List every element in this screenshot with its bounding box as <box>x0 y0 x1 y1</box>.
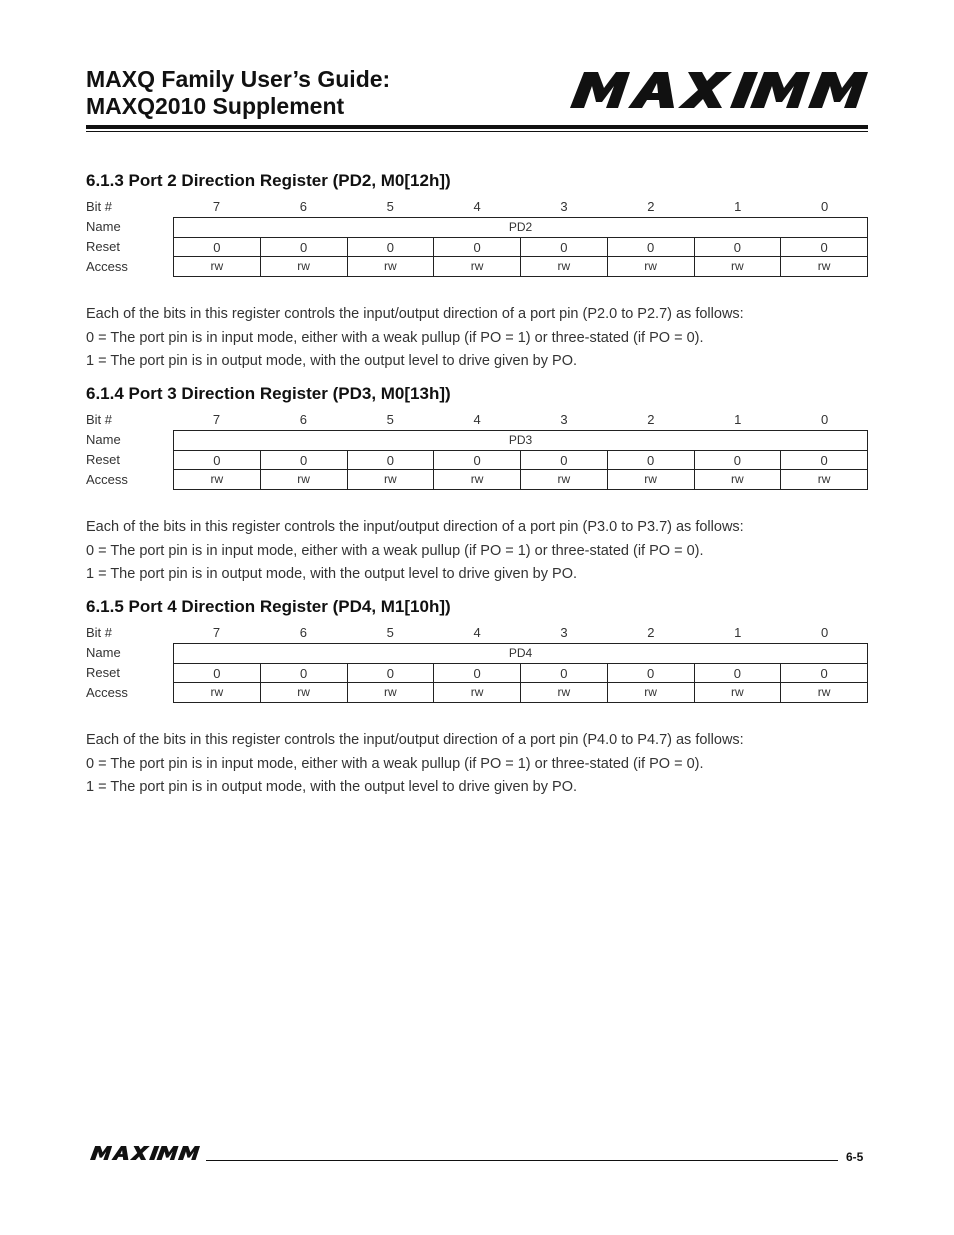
access-cell: rw <box>261 470 348 490</box>
reset-cell: 0 <box>348 238 435 257</box>
access-cell: rw <box>434 470 521 490</box>
row-label-bit: Bit # <box>86 412 113 427</box>
row-label-bit: Bit # <box>86 199 113 214</box>
description-paragraph: 0 = The port pin is in input mode, either with a weak pullup (if PO = 1) or three-stated (if PO = 0). <box>86 329 704 346</box>
description-paragraph: Each of the bits in this register controls the input/output direction of a port pin (P3.0 to P3.7) as follows: <box>86 519 744 535</box>
access-cell: rw <box>521 470 608 490</box>
section-heading: 6.1.4 Port 3 Direction Register (PD3, M0[13h]) <box>86 384 451 403</box>
bit-number: 4 <box>473 199 481 214</box>
header-rule-thin <box>86 131 868 132</box>
row-label-reset: Reset <box>86 452 120 467</box>
reset-row <box>173 450 868 470</box>
section-heading: 6.1.3 Port 2 Direction Register (PD2, M0[12h]) <box>86 171 451 190</box>
document-title-line2: MAXQ2010 Supplement <box>86 93 345 119</box>
register-name-cell: PD2 <box>173 217 868 238</box>
reset-cell: 0 <box>608 664 695 683</box>
document-title-line1: MAXQ Family User’s Guide: <box>86 66 391 92</box>
access-cell: rw <box>781 470 868 490</box>
description-paragraph: Each of the bits in this register controls the input/output direction of a port pin (P2.0 to P2.7) as follows: <box>86 306 744 322</box>
row-label-access: Access <box>86 472 128 487</box>
reset-cell: 0 <box>261 238 348 257</box>
access-cell: rw <box>348 470 435 490</box>
page-number: 6-5 <box>846 1150 864 1164</box>
access-cell: rw <box>174 683 261 703</box>
access-cell: rw <box>608 470 695 490</box>
description-paragraph: 1 = The port pin is in output mode, with the output level to drive given by PO. <box>86 353 578 369</box>
access-cell: rw <box>521 683 608 703</box>
register-table <box>86 410 868 490</box>
section-heading: 6.1.5 Port 4 Direction Register (PD4, M1[10h]) <box>86 597 451 616</box>
reset-cell: 0 <box>521 451 608 470</box>
register-name-cell: PD3 <box>173 430 868 451</box>
row-label-bit: Bit # <box>86 625 113 640</box>
reset-cell: 0 <box>521 664 608 683</box>
bit-number: 0 <box>820 199 829 214</box>
bit-number: 4 <box>473 625 481 640</box>
bit-number: 1 <box>734 625 742 640</box>
reset-cell: 0 <box>174 664 261 683</box>
bit-number: 3 <box>560 199 568 214</box>
access-cell: rw <box>695 257 782 277</box>
access-cell: rw <box>608 257 695 277</box>
bit-number: 2 <box>647 412 655 427</box>
document-title <box>86 66 390 120</box>
description-paragraph: 1 = The port pin is in output mode, with the output level to drive given by PO. <box>86 779 578 795</box>
bit-number: 0 <box>820 412 829 427</box>
reset-cell: 0 <box>608 451 695 470</box>
description <box>86 729 868 800</box>
row-label-reset: Reset <box>86 239 120 254</box>
access-cell: rw <box>695 470 782 490</box>
access-cell: rw <box>348 257 435 277</box>
bit-number: 5 <box>386 199 394 214</box>
section-pd3 <box>86 383 868 587</box>
bit-number: 5 <box>386 625 394 640</box>
description-paragraph: 1 = The port pin is in output mode, with the output level to drive given by PO. <box>86 566 578 582</box>
register-name-cell: PD4 <box>173 643 868 664</box>
reset-cell: 0 <box>174 451 261 470</box>
bit-number: 6 <box>299 199 307 214</box>
bit-number: 6 <box>299 412 307 427</box>
description <box>86 516 868 587</box>
bit-number: 3 <box>560 625 568 640</box>
section-pd2 <box>86 170 868 374</box>
reset-cell: 0 <box>348 664 435 683</box>
reset-cell: 0 <box>348 451 435 470</box>
access-cell: rw <box>174 470 261 490</box>
bit-number: 7 <box>212 412 221 427</box>
reset-cell: 0 <box>781 238 868 257</box>
access-cell: rw <box>521 257 608 277</box>
bit-number: 3 <box>560 412 568 427</box>
reset-row <box>173 237 868 257</box>
bit-number: 4 <box>473 412 481 427</box>
description-paragraph: 0 = The port pin is in input mode, either with a weak pullup (if PO = 1) or three-stated (if PO = 0). <box>86 755 704 772</box>
description-paragraph: 0 = The port pin is in input mode, either with a weak pullup (if PO = 1) or three-stated (if PO = 0). <box>86 542 704 559</box>
footer-rule <box>206 1160 838 1161</box>
bit-number: 7 <box>212 199 221 214</box>
reset-cell: 0 <box>781 664 868 683</box>
access-cell: rw <box>261 683 348 703</box>
reset-cell: 0 <box>174 238 261 257</box>
access-cell: rw <box>695 683 782 703</box>
reset-cell: 0 <box>521 238 608 257</box>
access-cell: rw <box>608 683 695 703</box>
access-cell: rw <box>781 683 868 703</box>
bit-number-row <box>173 623 868 643</box>
row-label-reset: Reset <box>86 665 120 680</box>
bit-number-row <box>173 410 868 430</box>
bit-number: 2 <box>647 625 655 640</box>
reset-cell: 0 <box>434 238 521 257</box>
row-label-access: Access <box>86 685 128 700</box>
section-pd4 <box>86 596 868 800</box>
access-row <box>173 257 868 277</box>
reset-row <box>173 663 868 683</box>
reset-cell: 0 <box>261 664 348 683</box>
reset-cell: 0 <box>695 664 782 683</box>
bit-number: 5 <box>386 412 394 427</box>
row-label-name: Name <box>86 645 121 660</box>
reset-cell: 0 <box>608 238 695 257</box>
maxim-logo <box>570 72 868 108</box>
maxim-footer-logo <box>90 1146 200 1160</box>
header-rule-thick <box>86 125 868 129</box>
access-cell: rw <box>174 257 261 277</box>
bit-number: 1 <box>734 412 742 427</box>
reset-cell: 0 <box>434 451 521 470</box>
access-cell: rw <box>261 257 348 277</box>
row-label-name: Name <box>86 432 121 447</box>
access-cell: rw <box>434 257 521 277</box>
bit-number: 7 <box>212 625 221 640</box>
access-cell: rw <box>434 683 521 703</box>
reset-cell: 0 <box>781 451 868 470</box>
bit-number: 1 <box>734 199 742 214</box>
row-label-access: Access <box>86 259 128 274</box>
register-table <box>86 623 868 703</box>
bit-number-row <box>173 197 868 217</box>
reset-cell: 0 <box>695 451 782 470</box>
reset-cell: 0 <box>261 451 348 470</box>
reset-cell: 0 <box>434 664 521 683</box>
access-row <box>173 683 868 703</box>
bit-number: 2 <box>647 199 655 214</box>
bit-number: 6 <box>299 625 307 640</box>
description-paragraph: Each of the bits in this register controls the input/output direction of a port pin (P4.0 to P4.7) as follows: <box>86 732 744 748</box>
bit-number: 0 <box>820 625 829 640</box>
register-table <box>86 197 868 277</box>
access-row <box>173 470 868 490</box>
reset-cell: 0 <box>695 238 782 257</box>
row-label-name: Name <box>86 219 121 234</box>
access-cell: rw <box>348 683 435 703</box>
description <box>86 303 868 374</box>
access-cell: rw <box>781 257 868 277</box>
